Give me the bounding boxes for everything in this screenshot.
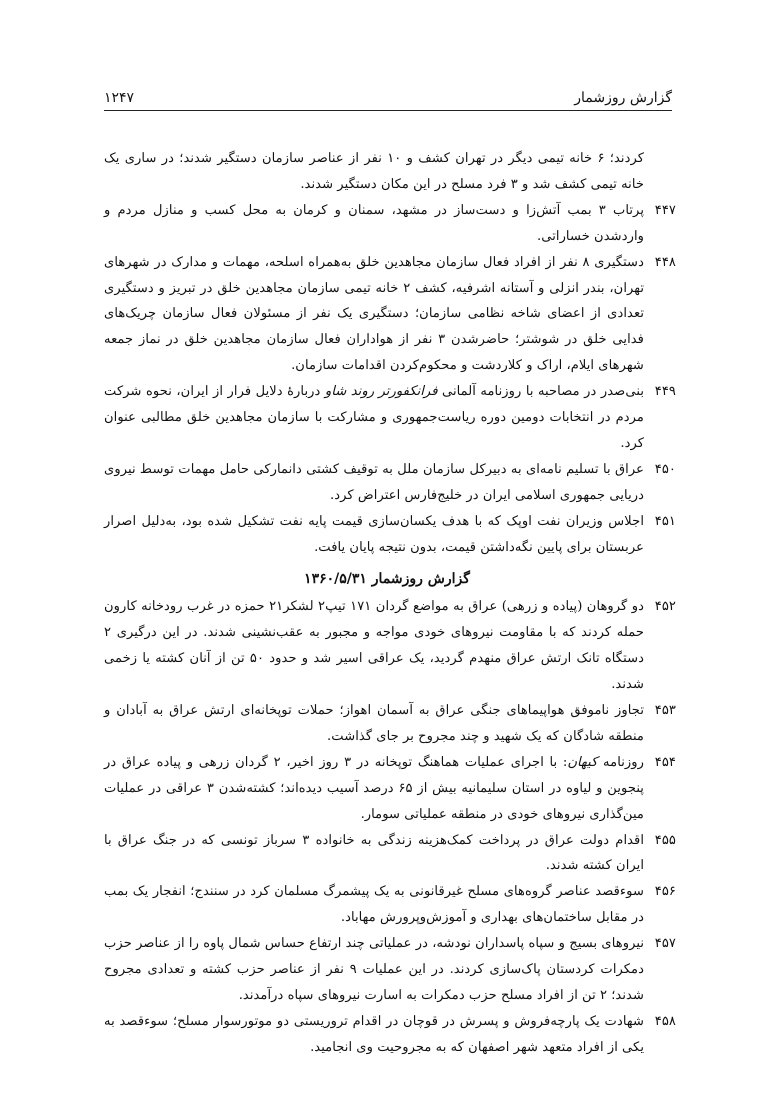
page-header bbox=[104, 88, 672, 111]
newspaper-name: فرانکفورتر روند شاو bbox=[324, 384, 438, 400]
entry-number: ۴۵۶ bbox=[654, 884, 676, 900]
page-number: ۱۲۴۷ bbox=[104, 90, 135, 106]
entry-number: ۴۵۵ bbox=[654, 832, 676, 848]
entry-item bbox=[104, 879, 676, 931]
entry-text: دو گروهان (پیاده و زرهی) عراق به مواضع گردان ۱۷۱ تیپ۲ لشکر۲۱ حمزه در غرب رودخانه کارون حمله کردند که با مقاومت نیروهای خودی مواجه و مجبور به عقب‌نشینی شدند. در این درگیری ۲ دستگاه تانک ارتش عراق منهدم گردید، یک عراقی اسیر شد و حدود ۵۰ تن از آنان کشته یا زخمی شدند. bbox=[104, 599, 644, 693]
entry-list bbox=[104, 457, 676, 561]
entry-text: سوءقصد عناصر گروه‌های مسلح غیرقانونی به یک پیشمرگ مسلمان کرد در سنندج؛ انفجار یک بمب در مقابل ساختمان‌های بهداری و آموزش‌وپرورش مهاباد. bbox=[104, 884, 644, 926]
entry-text: اقدام دولت عراق در پرداخت کمک‌هزینه زندگی به خانواده ۳ سرباز تونسی که در جنگ عراق با ایران کشته شدند. bbox=[104, 832, 645, 874]
entry-number: ۴۵۴ bbox=[654, 754, 676, 770]
entry-text: تجاوز ناموفق هواپیماهای جنگی عراق به آسمان اهواز؛ حملات توپخانه‌ای ارتش عراق به آبادان و منطقه شادگان که یک شهید و چند مجروح بر جای گذاشت. bbox=[104, 703, 644, 744]
page-content bbox=[104, 146, 676, 1061]
running-title: گزارش روزشمار bbox=[574, 90, 672, 106]
entry-text: اجلاس وزیران نفت اوپک که با هدف یکسان‌سازی قیمت پایه نفت تشکیل شده بود، به‌دلیل اصرار عربستان برای پایین نگه‌داشتن قیمت، بدون نتیجه پایان یافت. bbox=[104, 513, 644, 555]
newspaper-name: کیهان bbox=[567, 754, 598, 770]
entry-text: بنی‌صدر در مصاحبه با روزنامه آلمانی فرانکفورتر روند شاو دربارهٔ دلایل فرار از ایران، نحوه شرکت مردم در انتخابات دومین دوره ریاست‌جمهوری و مشارکت با سازمان مجاهدین خلق مطالبی عنوان کرد. bbox=[104, 384, 644, 451]
entry-item bbox=[104, 198, 676, 250]
entry-text: روزنامه کیهان: با اجرای عملیات هماهنگ توپخانه در ۳ روز اخیر، ۲ گردان زرهی و پیاده عراق در پنجوین و لیاوه در استان سلیمانیه بیش از ۶۵ درصد آسیب دیده‌اند؛ کشته‌شدن ۳ عراقی در عملیات مین‌گذاری نیروهای خودی در منطقه عملیاتی سومار. bbox=[104, 754, 644, 822]
entry-text: نیروهای بسیج و سپاه پاسداران نودشه، در عملیاتی چند ارتفاع حساس شمال پاوه را از عناصر حزب دمکرات کردستان پاک‌سازی کردند. در این عملیات ۹ نفر از عناصر حزب کشته و تعدادی مجروح شدند؛ ۲ تن از افراد مسلح حزب دمکرات به اسارت نیروهای سپاه درآمدند. bbox=[104, 936, 644, 1003]
entry-number: ۴۵۷ bbox=[654, 936, 676, 952]
entry-item bbox=[104, 594, 676, 698]
entry-number: ۴۴۹ bbox=[654, 384, 676, 400]
entry-number: ۴۵۱ bbox=[654, 513, 676, 529]
entry-item bbox=[104, 698, 676, 750]
entry-text: دستگیری ۸ نفر از افراد فعال سازمان مجاهدین خلق به‌همراه اسلحه، مهمات و مدارک در شهرهای تهران، بندر انزلی و آستانه اشرفیه، کشف ۲ خانه تیمی سازمان مجاهدین خلق در تبریز و دستگیری تعدادی از اعضای شاخه نظامی سازمان؛ دستگیری یک نفر از مسئولان فعال سازمان چریک‌های فدایی خلق در شوشتر؛ حاضرشدن ۳ نفر از هواداران فعال سازمان مجاهدین خلق در نماز جمعه شهرهای ایلام، اراک و کلاردشت و محکوم‌کردن اقدامات سازمان. bbox=[104, 254, 645, 374]
entry-item bbox=[104, 828, 676, 880]
entry-text: پرتاب ۳ بمب آتش‌زا و دست‌ساز در مشهد، سمنان و کرمان به محل کسب و منازل مردم و واردشدن خساراتی. bbox=[104, 202, 644, 244]
entry-number: ۴۵۲ bbox=[654, 599, 676, 615]
entry-number: ۴۴۷ bbox=[654, 202, 676, 218]
entry-item bbox=[104, 250, 676, 380]
entry-list bbox=[104, 828, 676, 1061]
entry-item bbox=[104, 1009, 676, 1061]
entry-item bbox=[104, 457, 676, 509]
entry-text: عراق با تسلیم نامه‌ای به دبیرکل سازمان ملل به توقیف کشتی دانمارکی حامل مهمات توسط نیروی دریایی جمهوری اسلامی ایران در خلیج‌فارس اعتراض کرد. bbox=[104, 461, 644, 503]
entry-item bbox=[104, 509, 676, 561]
entry-number: ۴۵۸ bbox=[654, 1013, 676, 1029]
continuation-paragraph: کردند؛ ۶ خانه تیمی دیگر در تهران کشف و ۱۰ نفر از عناصر سازمان دستگیر شدند؛ در ساری یک خانه تیمی کشف شد و ۳ فرد مسلح در این مکان دستگیر شدند. bbox=[104, 151, 645, 192]
entry-number: ۴۴۸ bbox=[654, 254, 676, 270]
entry-list bbox=[104, 594, 676, 749]
entry-text: شهادت یک پارچه‌فروش و پسرش در قوچان در اقدام تروریستی دو موتورسوار مسلح؛ سوءقصد به یکی از افراد متعهد شهر اصفهان که به مجروحیت وی انجامید. bbox=[104, 1013, 644, 1055]
entry-454 bbox=[104, 750, 676, 828]
entry-list bbox=[104, 198, 676, 379]
entry-number: ۴۵۰ bbox=[654, 461, 676, 477]
entry-449 bbox=[104, 379, 676, 457]
entry-number: ۴۵۳ bbox=[654, 703, 676, 719]
section-title: گزارش روزشمار ۱۳۶۰/۵/۳۱ bbox=[304, 570, 470, 587]
entry-item bbox=[104, 931, 676, 1009]
